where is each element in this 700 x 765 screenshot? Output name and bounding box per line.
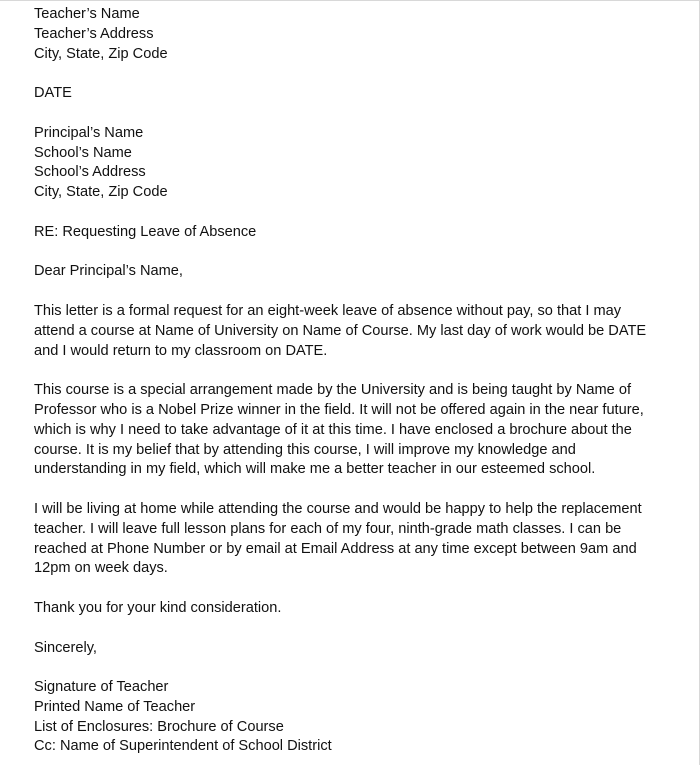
enclosures-line: List of Enclosures: Brochure of Course <box>34 718 284 735</box>
closing-block <box>34 639 696 659</box>
paragraph-line: 12pm on week days. <box>34 560 168 577</box>
sender-address: Teacher’s Address <box>34 25 154 42</box>
recipient-address-block <box>34 124 696 203</box>
recipient-name: Principal’s Name <box>34 124 144 141</box>
salutation-block <box>34 262 696 282</box>
letter-body <box>34 5 696 757</box>
date-block <box>34 84 696 104</box>
paragraph-course-details <box>34 381 696 480</box>
paragraph-line: understanding in my field, which will make me a better teacher in our esteemed school. <box>34 461 596 478</box>
paragraph-line: I will be living at home while attending the course and would be happy to help the replacement <box>34 500 642 517</box>
paragraph-request <box>34 302 696 361</box>
paragraph-availability <box>34 500 696 579</box>
paragraph-line: which is why I need to take advantage of it at this time. I have enclosed a brochure about the <box>34 421 632 438</box>
letter-date: DATE <box>34 85 72 102</box>
paragraph-line: Professor who is a Nobel Prize winner in the field. It will not be offered again in the near future, <box>34 401 644 418</box>
paragraph-line: reached at Phone Number or by email at Email Address at any time except between 9am and <box>34 540 637 557</box>
sender-name: Teacher’s Name <box>34 6 140 22</box>
signature-line: Signature of Teacher <box>34 679 169 696</box>
paragraph-line: This course is a special arrangement made by the University and is being taught by Name of <box>34 382 632 399</box>
paragraph-line: and I would return to my classroom on DATE. <box>34 342 328 359</box>
recipient-city-state-zip: City, State, Zip Code <box>34 184 168 201</box>
cc-line: Cc: Name of Superintendent of School District <box>34 738 332 755</box>
signature-block <box>34 678 696 757</box>
subject-line: RE: Requesting Leave of Absence <box>34 223 257 240</box>
closing: Sincerely, <box>34 639 97 656</box>
paragraph-line: course. It is my belief that by attending this course, I will improve my knowledge and <box>34 441 576 458</box>
recipient-school: School’s Name <box>34 144 132 161</box>
sender-city-state-zip: City, State, Zip Code <box>34 45 168 62</box>
paragraph-thanks <box>34 599 696 619</box>
salutation: Dear Principal’s Name, <box>34 263 183 280</box>
paragraph-line: Thank you for your kind consideration. <box>34 599 282 616</box>
paragraph-line: This letter is a formal request for an eight-week leave of absence without pay, so that I may <box>34 302 622 319</box>
paragraph-line: teacher. I will leave full lesson plans for each of my four, ninth-grade math classes. I can be <box>34 520 622 537</box>
printed-name-line: Printed Name of Teacher <box>34 698 196 715</box>
subject-line-block <box>34 223 696 243</box>
recipient-address: School’s Address <box>34 164 146 181</box>
paragraph-line: attend a course at Name of University on Name of Course. My last day of work would be DATE <box>34 322 647 339</box>
sender-address-block <box>34 5 696 64</box>
